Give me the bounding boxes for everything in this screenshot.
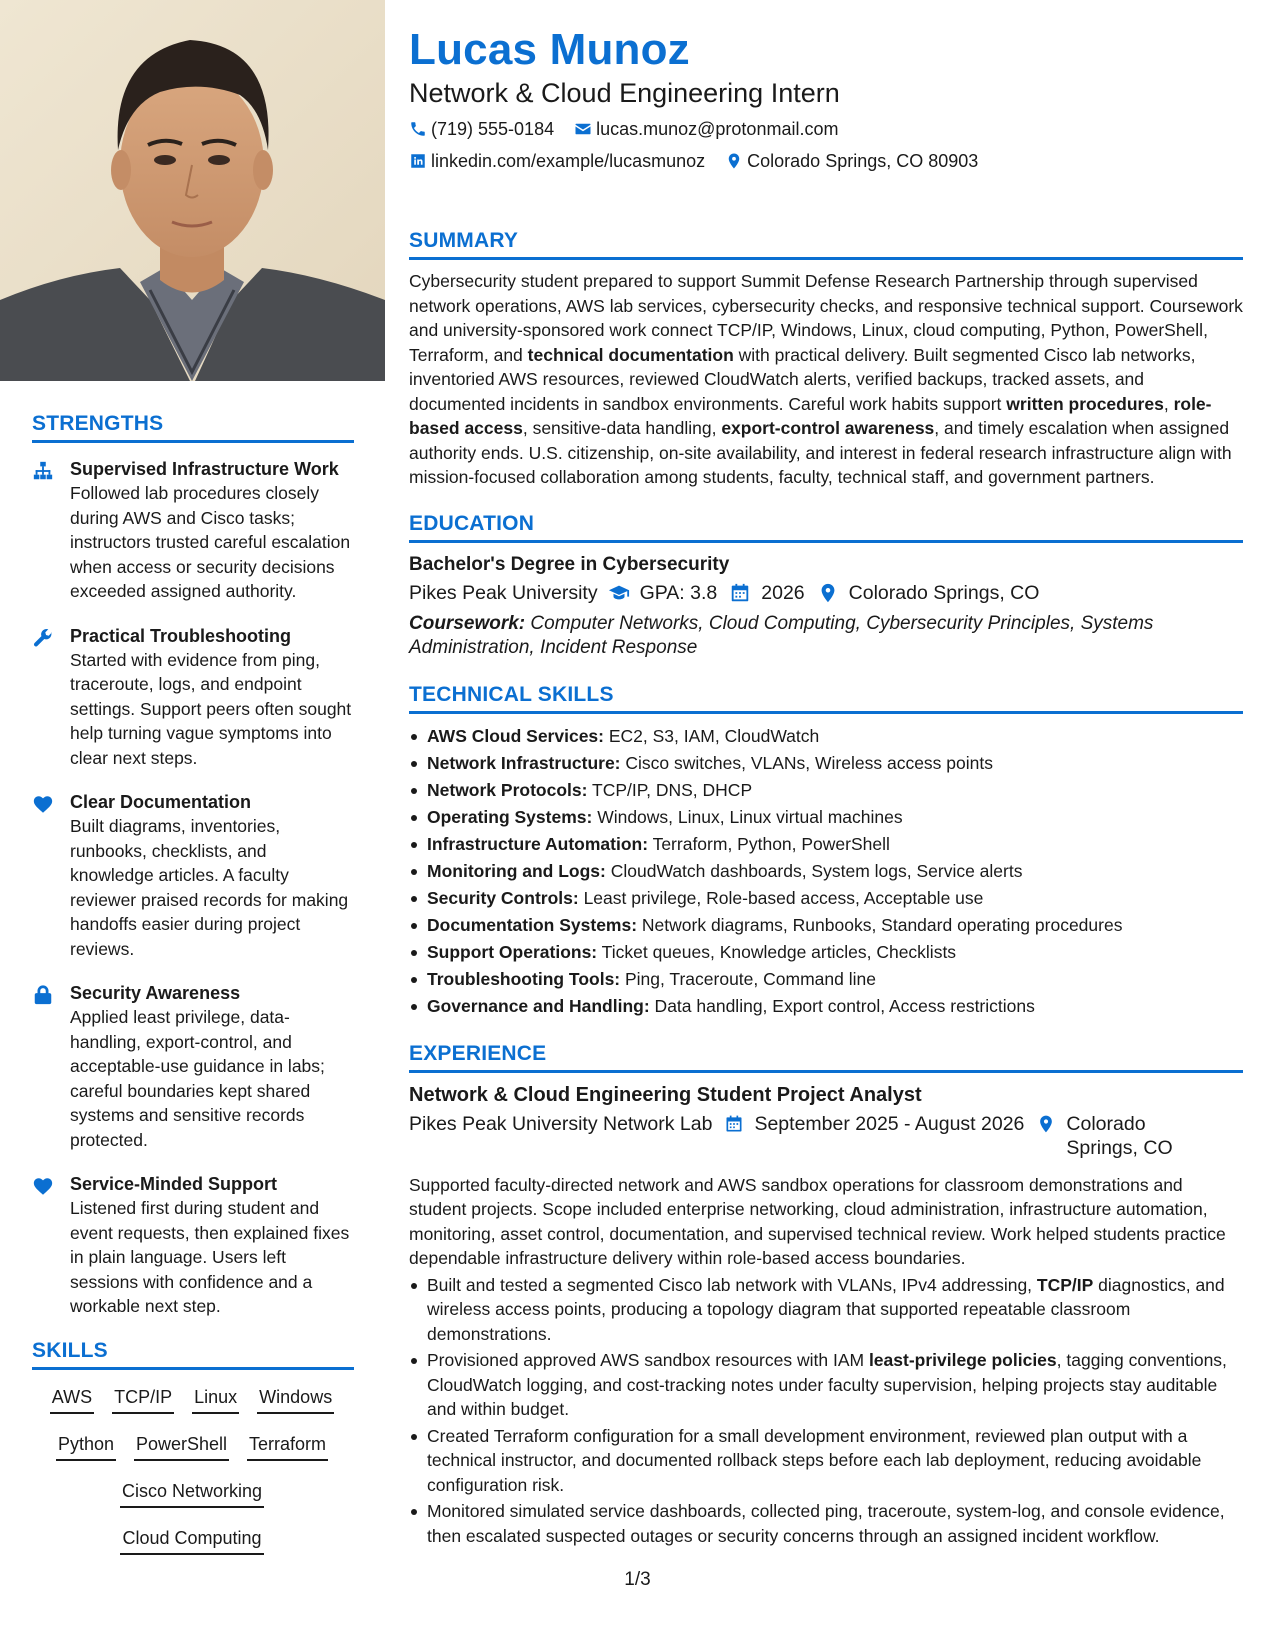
strength-title: Security Awareness (70, 983, 241, 1003)
strength-desc: Listened first during student and event requests, then explained fixes in plain language. Users left sessions with confidence and a workable next step. (70, 1198, 350, 1316)
skill-tag: Python (56, 1431, 116, 1461)
map-pin-icon (817, 582, 839, 604)
wrench-icon (32, 624, 70, 771)
list-item: Monitoring and Logs: CloudWatch dashboards, System logs, Service alerts (409, 858, 1243, 885)
list-item: Provisioned approved AWS sandbox resources with IAM least-privilege policies, tagging conventions, CloudWatch logging, and cost-tracking notes under faculty supervision, helping projects stay auditable and within budget. (409, 1348, 1243, 1422)
email-text: lucas.munoz@protonmail.com (596, 119, 839, 139)
skill-tag: AWS (50, 1384, 94, 1414)
technical-skills-heading: TECHNICAL SKILLS (409, 683, 1243, 714)
strength-title: Supervised Infrastructure Work (70, 459, 339, 479)
list-item: Created Terraform configuration for a small development environment, reviewed plan output with a technical instructor, and documented rollback steps before each lab deployment, reducing avoidable configuration risk. (409, 1424, 1243, 1498)
list-item: Documentation Systems: Network diagrams, Runbooks, Standard operating procedures (409, 912, 1243, 939)
summary-heading: SUMMARY (409, 229, 1243, 260)
heart-icon (32, 790, 70, 961)
right-column (409, 24, 1243, 1550)
contact-row (409, 117, 1243, 141)
strength-item (32, 790, 354, 961)
degree-title: Bachelor's Degree in Cybersecurity (409, 553, 730, 575)
graduation-cap-icon (608, 582, 630, 604)
job-title: Network & Cloud Engineering Student Project Analyst (409, 1083, 922, 1106)
skills-heading: SKILLS (32, 1339, 354, 1370)
map-pin-icon (725, 152, 743, 170)
list-item: Governance and Handling: Data handling, Export control, Access restrictions (409, 993, 1243, 1020)
location-contact (725, 149, 978, 173)
skill-tag: Cloud Computing (120, 1525, 263, 1555)
map-pin-icon (1036, 1114, 1056, 1134)
skill-tag: Terraform (247, 1431, 328, 1461)
job-meta (409, 1112, 1243, 1161)
phone-text: (719) 555-0184 (431, 119, 555, 139)
job-bullets (409, 1273, 1243, 1549)
calendar-icon (724, 1114, 744, 1134)
summary-text: Cybersecurity student prepared to support Summit Defense Research Partnership through supervised network operations, AWS lab services, cybersecurity checks, and responsive technical support. Coursework and university-sponsored work connect TCP/IP, Windows, Linux, cloud computing, Python, PowerShell, Terraform, and technical documentation with practical delivery. Built segmented Cisco lab networks, inventoried AWS resources, reviewed CloudWatch alerts, verified backups, tracked assets, and documented incidents in sandbox environments. Careful work habits support written procedures, role-based access, sensitive-data handling, export-control awareness, and timely escalation when assigned authority ends. U.S. citizenship, on-site availability, and interest in federal research infrastructure align with mission-focused collaboration among students, faculty, technical staff, and government partners. (409, 271, 1243, 487)
linkedin-contact[interactable] (409, 149, 705, 173)
school-location: Colorado Springs, CO (817, 578, 1040, 608)
education-heading: EDUCATION (409, 512, 1243, 543)
strength-desc: Built diagrams, inventories, runbooks, checklists, and knowledge articles. A faculty reviewer praised records for making handoffs easier during project reviews. (70, 816, 349, 959)
strength-title: Clear Documentation (70, 792, 252, 812)
candidate-name: Lucas Munoz (409, 25, 690, 74)
skill-tag: Cisco Networking (120, 1478, 264, 1508)
list-item: Network Protocols: TCP/IP, DNS, DHCP (409, 777, 1243, 804)
grad-year: 2026 (729, 578, 804, 608)
job-dates: September 2025 - August 2026 (724, 1112, 1024, 1161)
job-location: Colorado Springs, CO (1036, 1112, 1176, 1161)
skill-tag: TCP/IP (112, 1384, 174, 1414)
phone-icon (409, 120, 427, 138)
job-org: Pikes Peak University Network Lab (409, 1112, 713, 1135)
list-item: Troubleshooting Tools: Ping, Traceroute, Command line (409, 966, 1243, 993)
school-name: Pikes Peak University (409, 581, 598, 604)
strength-item (32, 624, 354, 771)
email-contact[interactable] (574, 117, 838, 141)
technical-skills-list (409, 723, 1243, 1020)
degree-meta (409, 578, 1243, 608)
linkedin-text: linkedin.com/example/lucasmunoz (431, 151, 706, 171)
gpa: GPA: 3.8 (608, 578, 718, 608)
contact-row (409, 149, 1243, 173)
left-column (32, 412, 354, 1572)
strength-title: Service-Minded Support (70, 1174, 278, 1194)
job-description: Supported faculty-directed network and AWS sandbox operations for classroom demonstrations and student projects. Scope included enterprise networking, cloud administration, infrastructure automation, monitoring, asset control, documentation, and supervised technical review. Work helped students practice dependable infrastructure delivery within role-based access boundaries. (409, 1174, 1226, 1268)
skill-tag: Windows (257, 1384, 334, 1414)
strength-desc: Followed lab procedures closely during AWS and Cisco tasks; instructors trusted careful escalation when access or security decisions exceeded assigned authority. (70, 483, 351, 601)
skill-tag: PowerShell (134, 1431, 229, 1461)
location-text: Colorado Springs, CO 80903 (747, 151, 979, 171)
list-item: Built and tested a segmented Cisco lab network with VLANs, IPv4 addressing, TCP/IP diagnostics, and wireless access points, producing a topology diagram that supported repeatable classroom demonstrations. (409, 1273, 1243, 1347)
page-number: 1/3 (624, 1569, 651, 1590)
list-item: Monitored simulated service dashboards, collected ping, traceroute, system-log, and console evidence, then escalated suspected outages or security concerns through an assigned incident workflow. (409, 1499, 1243, 1548)
calendar-icon (729, 582, 751, 604)
profile-photo (0, 0, 385, 381)
lock-icon (32, 981, 70, 1152)
envelope-icon (574, 120, 592, 138)
skill-tags (32, 1384, 354, 1572)
list-item: Support Operations: Ticket queues, Knowledge articles, Checklists (409, 939, 1243, 966)
skill-tag: Linux (192, 1384, 239, 1414)
sitemap-icon (32, 457, 70, 604)
linkedin-icon (409, 152, 427, 170)
experience-heading: EXPERIENCE (409, 1042, 1243, 1073)
strength-item (32, 981, 354, 1152)
coursework: Coursework: Computer Networks, Cloud Computing, Cybersecurity Principles, Systems Administration, Incident Response (409, 612, 1154, 658)
strength-item (32, 457, 354, 604)
strength-desc: Started with evidence from ping, traceroute, logs, and endpoint settings. Support peers often sought help turning vague symptoms into clear next steps. (70, 649, 352, 768)
heart-icon (32, 1172, 70, 1319)
strength-desc: Applied least privilege, data-handling, export-control, and acceptable-use guidance in labs; careful boundaries kept shared systems and sensitive records protected. (70, 1007, 325, 1150)
list-item: Operating Systems: Windows, Linux, Linux virtual machines (409, 804, 1243, 831)
strengths-heading: STRENGTHS (32, 412, 354, 443)
phone-contact[interactable] (409, 117, 554, 141)
list-item: Infrastructure Automation: Terraform, Python, PowerShell (409, 831, 1243, 858)
list-item: Network Infrastructure: Cisco switches, VLANs, Wireless access points (409, 750, 1243, 777)
list-item: Security Controls: Least privilege, Role-based access, Acceptable use (409, 885, 1243, 912)
list-item: AWS Cloud Services: EC2, S3, IAM, CloudWatch (409, 723, 1243, 750)
strength-title: Practical Troubleshooting (70, 625, 292, 646)
strength-item (32, 1172, 354, 1319)
candidate-role: Network & Cloud Engineering Intern (409, 78, 840, 108)
